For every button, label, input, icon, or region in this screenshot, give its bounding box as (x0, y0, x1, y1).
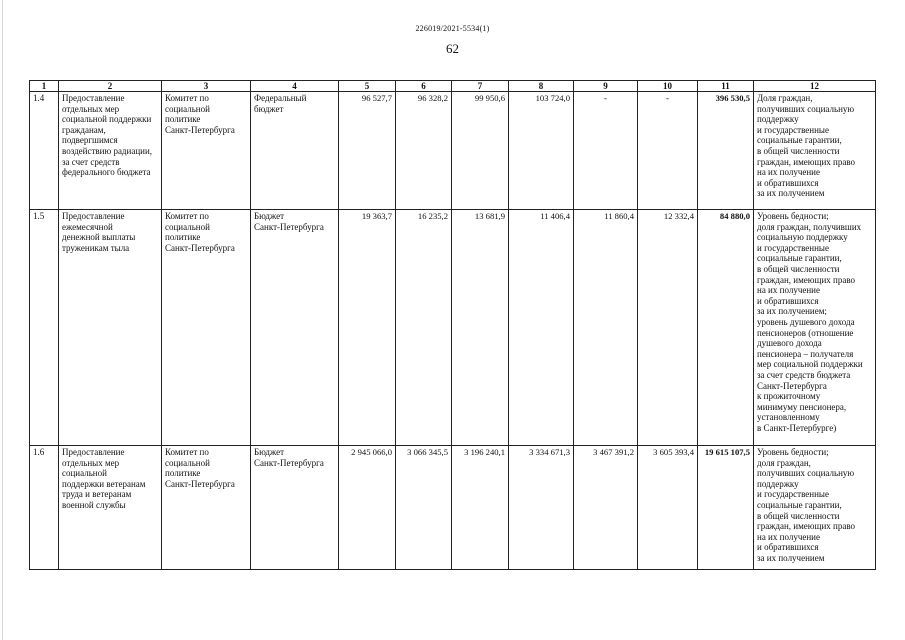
target-indicator-line: установленному (757, 412, 820, 423)
page-number: 62 (446, 41, 459, 56)
target-indicator-line: за счет средств бюджета (757, 369, 851, 380)
executor-line: политике (165, 114, 201, 125)
column-header-7: 7 (452, 81, 509, 92)
funding-source-line: Санкт-Петербурга (254, 221, 324, 232)
funding-source-line: Федеральный (254, 93, 307, 103)
executor-line: социальной (165, 457, 210, 468)
executor-line: Комитет по (165, 211, 209, 221)
target-indicator-line: в общей численности (757, 263, 840, 274)
value-col-5: 96 527,7 (339, 92, 396, 210)
column-header-11: 11 (698, 81, 754, 92)
target-indicator-line: поддержку (757, 114, 799, 125)
target-indicator-line: социальные гарантии, (757, 253, 842, 264)
row-number: 1.4 (30, 92, 59, 210)
target-indicator-line: граждан, имеющих право (757, 521, 856, 532)
target-indicator-line: Доля граждан, (757, 93, 813, 103)
target-indicator-line: пенсионеров (отношение (757, 327, 854, 338)
executor (162, 92, 251, 210)
measure-name-line: гражданам, (62, 124, 106, 135)
value-col-7: 99 950,6 (452, 92, 509, 210)
target-indicator-line: мер социальной поддержки (757, 359, 863, 370)
measure-name-line: отдельных мер (62, 457, 120, 468)
column-header-1: 1 (30, 81, 59, 92)
measure-name-line: денежной выплаты (62, 232, 136, 243)
target-indicator-line: и государственные (757, 489, 829, 500)
target-indicator-line: в Санкт-Петербурге) (757, 422, 837, 433)
executor-line: политике (165, 468, 201, 479)
measure-name-line: подвергшимся (62, 135, 118, 146)
target-indicator-line: социальную поддержку (757, 232, 848, 243)
total-value: 84 880,0 (698, 210, 754, 446)
target-indicator-line: и обратившихся (757, 177, 819, 188)
executor (162, 446, 251, 570)
target-indicator-line: за их получением (757, 552, 825, 563)
measure-name-line: поддержки ветеранам (62, 478, 146, 489)
executor-line: социальной (165, 103, 210, 114)
executor-line: Санкт-Петербурга (165, 242, 235, 253)
document-id: 226019/2021-5534(1) (415, 24, 490, 33)
target-indicator (754, 446, 876, 570)
column-header-9: 9 (574, 81, 638, 92)
executor-line: Санкт-Петербурга (165, 124, 235, 135)
value-col-7: 3 196 240,1 (452, 446, 509, 570)
column-header-5: 5 (339, 81, 396, 92)
executor-line: Комитет по (165, 93, 209, 103)
target-indicator-line: минимуму пенсионера, (757, 401, 847, 412)
value-col-5: 19 363,7 (339, 210, 396, 446)
executor-line: политике (165, 232, 201, 243)
target-indicator (754, 92, 876, 210)
table-row (30, 446, 876, 570)
executor-line: Санкт-Петербурга (165, 478, 235, 489)
target-indicator-line: на их получение (757, 285, 820, 296)
value-col-10: - (638, 92, 698, 210)
target-indicator-line: Уровень бедности; (757, 211, 829, 221)
column-header-10: 10 (638, 81, 698, 92)
funding-source-line: Бюджет (254, 211, 285, 221)
row-number: 1.5 (30, 210, 59, 446)
measure-name-line: отдельных мер (62, 103, 120, 114)
target-indicator-line: за их получением (757, 188, 825, 199)
funding-source (251, 210, 339, 446)
value-col-9: 11 860,4 (574, 210, 638, 446)
table-body (30, 92, 876, 570)
target-indicator-line: социальные гарантии, (757, 135, 842, 146)
measure-name (59, 446, 162, 570)
scan-edge (2, 0, 3, 640)
target-indicator-line: и государственные (757, 242, 829, 253)
funding-source (251, 92, 339, 210)
target-indicator-line: доля граждан, (757, 457, 811, 468)
target-indicator-line: и обратившихся (757, 295, 819, 306)
value-col-6: 3 066 345,5 (396, 446, 452, 570)
target-indicator-line: граждан, имеющих право (757, 156, 856, 167)
column-header-6: 6 (396, 81, 452, 92)
table-row (30, 92, 876, 210)
target-indicator-line: социальные гарантии, (757, 499, 842, 510)
measure-name (59, 92, 162, 210)
value-col-8: 103 724,0 (509, 92, 574, 210)
measure-name-line: федерального бюджета (62, 167, 151, 178)
target-indicator-line: и обратившихся (757, 542, 819, 553)
column-header-3: 3 (162, 81, 251, 92)
measure-name-line: ежемесячной (62, 221, 113, 232)
value-col-9: 3 467 391,2 (574, 446, 638, 570)
target-indicator-line: и государственные (757, 124, 829, 135)
target-indicator-line: за их получением; (757, 306, 827, 317)
measure-name-line: труженикам тыла (62, 242, 130, 253)
value-col-10: 3 605 393,4 (638, 446, 698, 570)
target-indicator-line: в общей численности (757, 145, 840, 156)
target-indicator-line: доля граждан, получивших (757, 221, 862, 232)
total-value: 19 615 107,5 (698, 446, 754, 570)
target-indicator-line: Санкт-Петербурга (757, 380, 827, 391)
target-indicator-line: на их получение (757, 167, 820, 178)
value-col-9: - (574, 92, 638, 210)
measure-name-line: социальной поддержки (62, 114, 152, 125)
target-indicator-line: Уровень бедности; (757, 447, 829, 457)
target-indicator-line: получивших социальную (757, 468, 855, 479)
value-col-6: 96 328,2 (396, 92, 452, 210)
target-indicator-line: граждан, имеющих право (757, 274, 856, 285)
measure-name-line: за счет средств (62, 156, 120, 167)
value-col-8: 3 334 671,3 (509, 446, 574, 570)
measure-name-line: труда и ветеранам (62, 489, 132, 500)
measure-name-line: Предоставление (62, 447, 125, 457)
column-header-4: 4 (251, 81, 339, 92)
executor (162, 210, 251, 446)
executor-line: социальной (165, 221, 210, 232)
column-header-8: 8 (509, 81, 574, 92)
target-indicator-line: душевого дохода (757, 338, 822, 349)
value-col-6: 16 235,2 (396, 210, 452, 446)
target-indicator-line: получивших социальную (757, 103, 855, 114)
column-number-row (30, 81, 876, 92)
measure-name-line: Предоставление (62, 211, 125, 221)
funding-source-line: бюджет (254, 103, 284, 114)
funding-source (251, 446, 339, 570)
target-indicator-line: в общей численности (757, 510, 840, 521)
funding-source-line: Бюджет (254, 447, 285, 457)
column-header-2: 2 (59, 81, 162, 92)
value-col-8: 11 406,4 (509, 210, 574, 446)
executor-line: Комитет по (165, 447, 209, 457)
funding-source-line: Санкт-Петербурга (254, 457, 324, 468)
measure-name-line: воздействию радиации, (62, 145, 153, 156)
program-table (29, 80, 876, 570)
target-indicator-line: поддержку (757, 478, 799, 489)
value-col-7: 13 681,9 (452, 210, 509, 446)
target-indicator-line: к прожиточному (757, 391, 821, 402)
measure-name (59, 210, 162, 446)
value-col-5: 2 945 066,0 (339, 446, 396, 570)
target-indicator-line: уровень душевого дохода (757, 316, 855, 327)
target-indicator-line: пенсионера – получателя (757, 348, 854, 359)
row-number: 1.6 (30, 446, 59, 570)
value-col-10: 12 332,4 (638, 210, 698, 446)
measure-name-line: социальной (62, 468, 107, 479)
target-indicator-line: на их получение (757, 531, 820, 542)
target-indicator (754, 210, 876, 446)
measure-name-line: Предоставление (62, 93, 125, 103)
total-value: 396 530,5 (698, 92, 754, 210)
column-header-12: 12 (754, 81, 876, 92)
table-row (30, 210, 876, 446)
measure-name-line: военной службы (62, 499, 126, 510)
